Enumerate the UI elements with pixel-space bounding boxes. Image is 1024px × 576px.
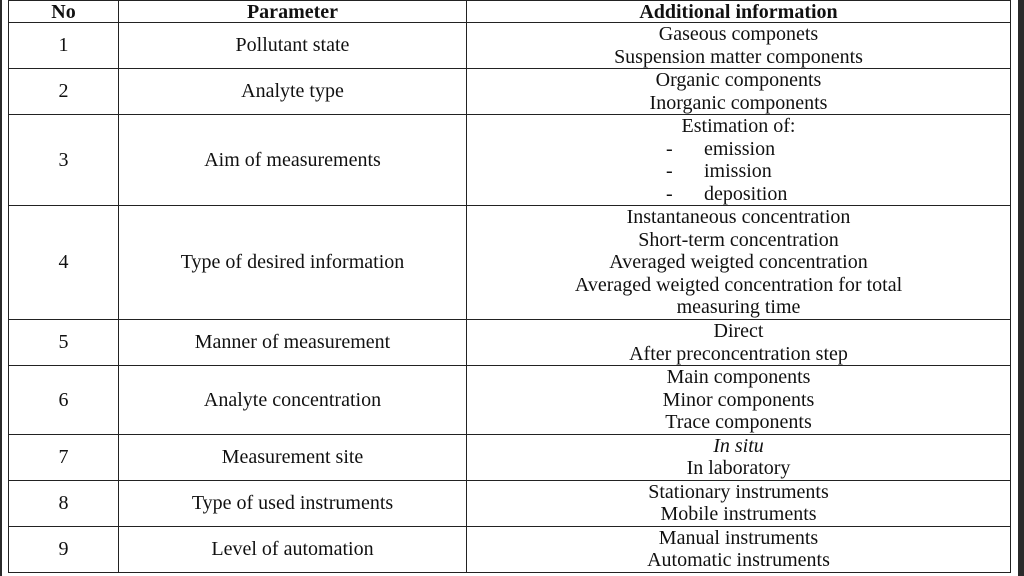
row-parameter: Measurement site [119, 434, 467, 480]
info-line: Mobile instruments [660, 503, 817, 525]
info-dash-text: emission [704, 137, 776, 160]
row-parameter: Type of used instruments [119, 480, 467, 526]
row-info [467, 366, 1011, 435]
table-row [9, 320, 1011, 366]
table-row [9, 526, 1011, 572]
row-info [467, 69, 1011, 115]
row-parameter: Aim of measurements [119, 115, 467, 206]
table-row [9, 480, 1011, 526]
page-edge-left [0, 0, 2, 576]
info-line: Averaged weigted concentration for total [574, 273, 903, 296]
row-parameter: Level of automation [119, 526, 467, 572]
info-line: After preconcentration step [629, 342, 848, 365]
header-additional-information: Additional information [467, 1, 1011, 23]
info-line: Trace components [665, 411, 812, 433]
row-number: 6 [9, 366, 119, 435]
info-dash-text: imission [704, 160, 772, 182]
info-line: In situ [713, 434, 764, 457]
row-info [467, 480, 1011, 526]
row-info [467, 23, 1011, 69]
header-parameter: Parameter [119, 1, 467, 23]
row-info [467, 320, 1011, 366]
info-line: Manual instruments [658, 526, 819, 549]
page-edge-right [1018, 0, 1024, 576]
info-dash-text: deposition [704, 182, 788, 205]
row-number: 7 [9, 434, 119, 480]
info-line: measuring time [676, 296, 801, 319]
info-line: Gaseous componets [658, 23, 819, 45]
info-line: Minor components [662, 388, 815, 411]
dash-mark: - [666, 137, 673, 160]
table-header-row [9, 1, 1011, 23]
dash-mark: - [666, 160, 673, 182]
info-line: Automatic instruments [647, 549, 830, 571]
table-row [9, 23, 1011, 69]
info-line: Inorganic components [649, 91, 828, 114]
row-parameter: Analyte type [119, 69, 467, 115]
row-parameter: Analyte concentration [119, 366, 467, 435]
row-info [467, 434, 1011, 480]
table-row [9, 206, 1011, 320]
row-number: 8 [9, 480, 119, 526]
table-row [9, 366, 1011, 435]
info-dash-item [471, 138, 1006, 161]
parameters-table [8, 0, 1011, 573]
dash-mark: - [666, 182, 673, 205]
table-row [9, 69, 1011, 115]
row-parameter: Pollutant state [119, 23, 467, 69]
row-parameter: Type of desired information [119, 206, 467, 320]
info-line: Short-term concentration [638, 228, 839, 251]
info-dash-item [471, 183, 1006, 206]
info-line: Stationary instruments [648, 480, 829, 503]
header-no: No [9, 1, 119, 23]
row-number: 4 [9, 206, 119, 320]
row-number: 2 [9, 69, 119, 115]
info-line: Organic components [655, 69, 822, 91]
info-line: Instantaneous concentration [626, 206, 851, 229]
row-number: 5 [9, 320, 119, 366]
info-line: Averaged weigted concentration [609, 251, 868, 274]
info-line: Main components [666, 366, 811, 388]
info-line: Direct [713, 320, 764, 342]
info-title: Estimation of: [681, 115, 796, 137]
row-number: 3 [9, 115, 119, 206]
table-row [9, 434, 1011, 480]
info-dash-item [471, 160, 1006, 183]
info-line: In laboratory [686, 457, 791, 479]
row-number: 9 [9, 526, 119, 572]
row-parameter: Manner of measurement [119, 320, 467, 366]
row-info [467, 115, 1011, 206]
table-row [9, 115, 1011, 206]
info-line: Suspension matter components [614, 45, 863, 68]
row-info [467, 526, 1011, 572]
row-number: 1 [9, 23, 119, 69]
row-info [467, 206, 1011, 320]
